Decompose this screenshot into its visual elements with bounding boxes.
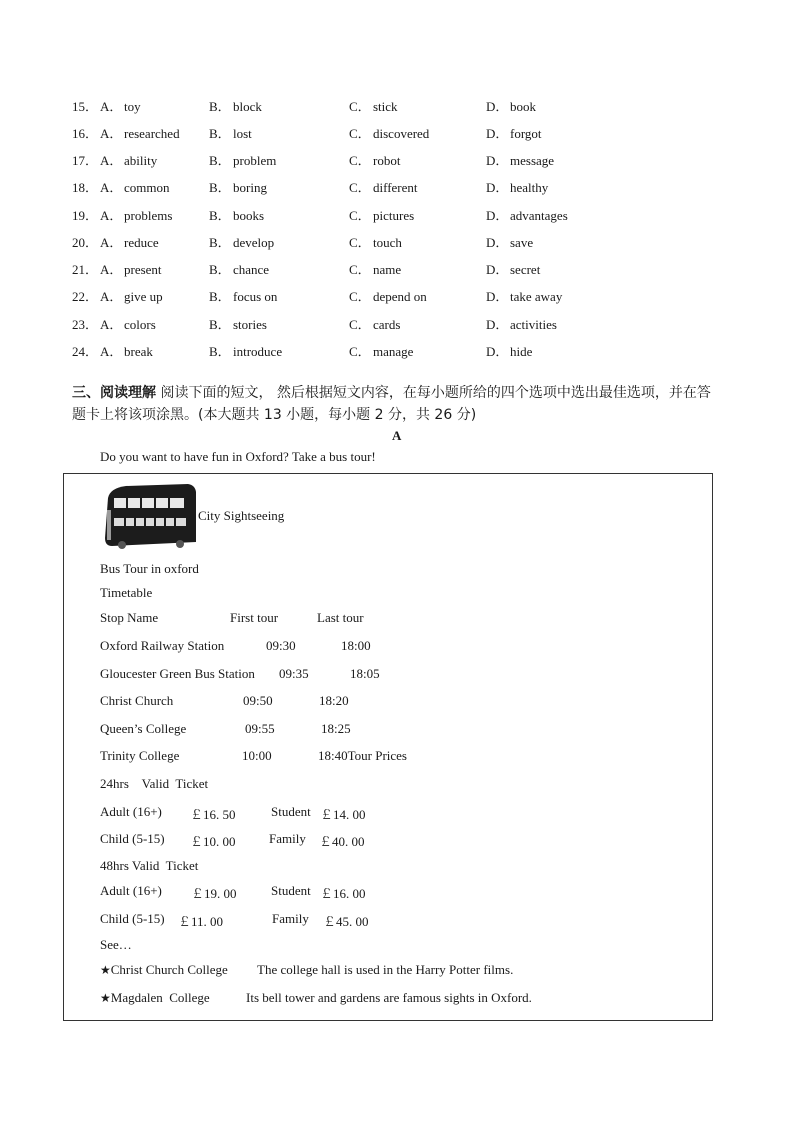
option-text: stick: [373, 99, 398, 114]
option-d: [486, 286, 562, 305]
option-a: [100, 123, 180, 142]
child-label: Child (5-15): [100, 831, 165, 846]
option-c: [349, 177, 418, 196]
option-letter: D．: [486, 235, 509, 250]
stop-first: 09:50: [243, 693, 273, 708]
option-letter: B．: [209, 153, 231, 168]
option-d: [486, 341, 532, 360]
child-label: Child (5-15): [100, 911, 165, 926]
advert-box: [63, 473, 713, 1021]
child-price: ￡10. 00: [190, 834, 236, 849]
family-label: Family: [269, 831, 306, 846]
stop-name: Queen’s College: [100, 721, 187, 736]
option-letter: C．: [349, 99, 371, 114]
passage-letter: A: [392, 428, 402, 443]
option-letter: C．: [349, 180, 371, 195]
option-b: [209, 177, 267, 196]
option-a: [100, 96, 141, 115]
section-instruction-2: 题卡上将该项涂黑。(本大题共 13 小题，每小题 2 分，共 26 分): [72, 407, 477, 423]
option-letter: B．: [209, 99, 231, 114]
option-b: [209, 286, 277, 305]
option-letter: B．: [209, 180, 231, 195]
option-b: [209, 150, 276, 169]
option-letter: A．: [100, 344, 123, 359]
option-text: message: [510, 153, 555, 168]
option-text: hide: [510, 344, 533, 359]
option-letter: D．: [486, 126, 509, 141]
option-text: manage: [373, 344, 414, 359]
option-text: chance: [233, 262, 270, 277]
option-c: [349, 341, 413, 360]
option-d: [486, 259, 540, 278]
option-letter: B．: [209, 208, 231, 223]
adult-label: Adult (16+): [100, 883, 162, 898]
option-text: save: [510, 235, 534, 250]
stop-last: 18:20: [319, 693, 349, 708]
question-number: 21．: [72, 262, 99, 277]
option-letter: D．: [486, 153, 509, 168]
option-c: [349, 96, 398, 115]
option-text: toy: [124, 99, 141, 114]
header-first-tour: First tour: [230, 610, 279, 625]
adult-price: ￡16. 50: [190, 807, 236, 822]
stop-last: 18:05: [350, 666, 380, 681]
option-d: [486, 205, 568, 224]
section-title: 三、阅读理解: [72, 385, 156, 401]
option-letter: B．: [209, 235, 231, 250]
option-a: [100, 259, 162, 278]
option-text: depend on: [373, 289, 427, 304]
option-text: problem: [233, 153, 277, 168]
stop-first: 09:30: [266, 638, 296, 653]
star-icon: ★: [100, 991, 111, 1005]
sight-desc: Its bell tower and gardens are famous sights in Oxford.: [246, 990, 532, 1005]
option-letter: A．: [100, 262, 123, 277]
option-letter: B．: [209, 289, 231, 304]
student-label: Student: [271, 883, 311, 898]
option-text: problems: [124, 208, 173, 223]
option-letter: D．: [486, 208, 509, 223]
option-text: different: [373, 180, 418, 195]
question-number: 24．: [72, 344, 99, 359]
stop-name: Gloucester Green Bus Station: [100, 666, 255, 681]
sight-desc: The college hall is used in the Harry Potter films.: [257, 962, 514, 977]
option-d: [486, 232, 533, 251]
header-stop-name: Stop Name: [100, 610, 159, 625]
option-text: researched: [124, 126, 180, 141]
option-text: break: [124, 344, 153, 359]
option-letter: D．: [486, 99, 509, 114]
option-text: common: [124, 180, 170, 195]
stop-name: Christ Church: [100, 693, 174, 708]
option-text: stories: [233, 317, 267, 332]
option-letter: A．: [100, 126, 123, 141]
question-number: 18．: [72, 180, 99, 195]
option-text: advantages: [510, 208, 568, 223]
question-number: 15．: [72, 99, 99, 114]
option-text: ability: [124, 153, 158, 168]
stop-first: 09:35: [279, 666, 309, 681]
ticket-24h-label: 24hrs Valid Ticket: [100, 776, 209, 791]
family-price: ￡40. 00: [319, 834, 365, 849]
option-letter: A．: [100, 289, 123, 304]
option-letter: C．: [349, 344, 371, 359]
question-number: 16．: [72, 126, 99, 141]
option-text: develop: [233, 235, 275, 250]
option-d: [486, 96, 536, 115]
option-text: pictures: [373, 208, 415, 223]
option-letter: C．: [349, 208, 371, 223]
option-text: colors: [124, 317, 156, 332]
ticket-48h-label: 48hrs Valid Ticket: [100, 858, 199, 873]
option-a: [100, 205, 172, 224]
option-text: take away: [510, 289, 563, 304]
option-letter: B．: [209, 262, 231, 277]
option-b: [209, 341, 282, 360]
option-letter: A．: [100, 180, 123, 195]
sight-name-text: Christ Church College: [110, 962, 228, 977]
option-a: [100, 177, 170, 196]
stop-last: 18:25: [321, 721, 351, 736]
question-number: 22．: [72, 289, 99, 304]
option-letter: C．: [349, 289, 371, 304]
option-text: books: [233, 208, 265, 223]
timetable-label: Timetable: [100, 585, 153, 600]
option-letter: A．: [100, 153, 123, 168]
option-text: cards: [373, 317, 401, 332]
option-text: lost: [233, 126, 252, 141]
child-price: ￡11. 00: [178, 914, 224, 929]
option-c: [349, 259, 401, 278]
option-d: [486, 123, 542, 142]
option-c: [349, 314, 400, 333]
option-b: [209, 314, 267, 333]
option-letter: D．: [486, 317, 509, 332]
option-c: [349, 286, 427, 305]
option-letter: C．: [349, 126, 371, 141]
option-text: forgot: [510, 126, 542, 141]
stop-first: 10:00: [242, 748, 272, 763]
option-text: focus on: [233, 289, 278, 304]
option-text: healthy: [510, 180, 549, 195]
option-b: [209, 205, 264, 224]
family-label: Family: [272, 911, 309, 926]
option-letter: A．: [100, 317, 123, 332]
option-letter: C．: [349, 262, 371, 277]
option-text: give up: [124, 289, 163, 304]
option-letter: B．: [209, 344, 231, 359]
option-b: [209, 96, 262, 115]
option-letter: D．: [486, 344, 509, 359]
option-letter: D．: [486, 180, 509, 195]
option-text: activities: [510, 317, 557, 332]
option-c: [349, 150, 400, 169]
stop-last: 18:40Tour Prices: [318, 748, 407, 763]
option-text: name: [373, 262, 402, 277]
adult-price: ￡19. 00: [191, 886, 237, 901]
double-decker-bus-icon: [100, 482, 198, 550]
option-d: [486, 177, 548, 196]
option-text: book: [510, 99, 536, 114]
stop-name: Trinity College: [100, 748, 180, 763]
option-letter: C．: [349, 235, 371, 250]
option-d: [486, 150, 554, 169]
tour-subtitle: Bus Tour in oxford: [100, 561, 199, 576]
star-icon: ★: [100, 963, 111, 977]
student-label: Student: [271, 804, 311, 819]
adult-label: Adult (16+): [100, 804, 162, 819]
option-text: introduce: [233, 344, 283, 359]
option-a: [100, 286, 163, 305]
option-c: [349, 205, 414, 224]
option-text: present: [124, 262, 162, 277]
section-heading: [72, 382, 724, 426]
passage-intro: Do you want to have fun in Oxford? Take a bus tour!: [100, 449, 376, 464]
option-letter: A．: [100, 99, 123, 114]
option-c: [349, 123, 429, 142]
sight-name: [100, 990, 210, 1006]
stop-first: 09:55: [245, 721, 275, 736]
stop-last: 18:00: [341, 638, 371, 653]
brand-title: City Sightseeing: [198, 508, 285, 523]
option-text: secret: [510, 262, 541, 277]
sight-name-text: Magdalen College: [110, 990, 210, 1005]
family-price: ￡45. 00: [323, 914, 369, 929]
option-a: [100, 232, 159, 251]
option-letter: D．: [486, 262, 509, 277]
question-number: 17．: [72, 153, 99, 168]
option-a: [100, 314, 156, 333]
section-instruction-1: 阅读下面的短文， 然后根据短文内容，在每小题所给的四个选项中选出最佳选项，并在答: [156, 385, 711, 401]
option-text: reduce: [124, 235, 159, 250]
option-b: [209, 123, 252, 142]
option-d: [486, 314, 557, 333]
option-text: boring: [233, 180, 267, 195]
option-text: block: [233, 99, 262, 114]
option-letter: D．: [486, 289, 509, 304]
option-letter: A．: [100, 235, 123, 250]
option-letter: C．: [349, 153, 371, 168]
option-text: discovered: [373, 126, 430, 141]
question-number: 19．: [72, 208, 99, 223]
option-c: [349, 232, 402, 251]
student-price: ￡14. 00: [320, 807, 366, 822]
question-number: 20．: [72, 235, 99, 250]
option-a: [100, 341, 153, 360]
question-number: 23．: [72, 317, 99, 332]
option-text: robot: [373, 153, 401, 168]
stop-name: Oxford Railway Station: [100, 638, 225, 653]
option-b: [209, 232, 274, 251]
option-a: [100, 150, 157, 169]
see-label: See…: [100, 937, 132, 952]
option-b: [209, 259, 269, 278]
option-letter: A．: [100, 208, 123, 223]
option-text: touch: [373, 235, 402, 250]
sight-name: [100, 962, 228, 978]
option-letter: B．: [209, 317, 231, 332]
option-letter: B．: [209, 126, 231, 141]
header-last-tour: Last tour: [317, 610, 364, 625]
option-letter: C．: [349, 317, 371, 332]
student-price: ￡16. 00: [320, 886, 366, 901]
